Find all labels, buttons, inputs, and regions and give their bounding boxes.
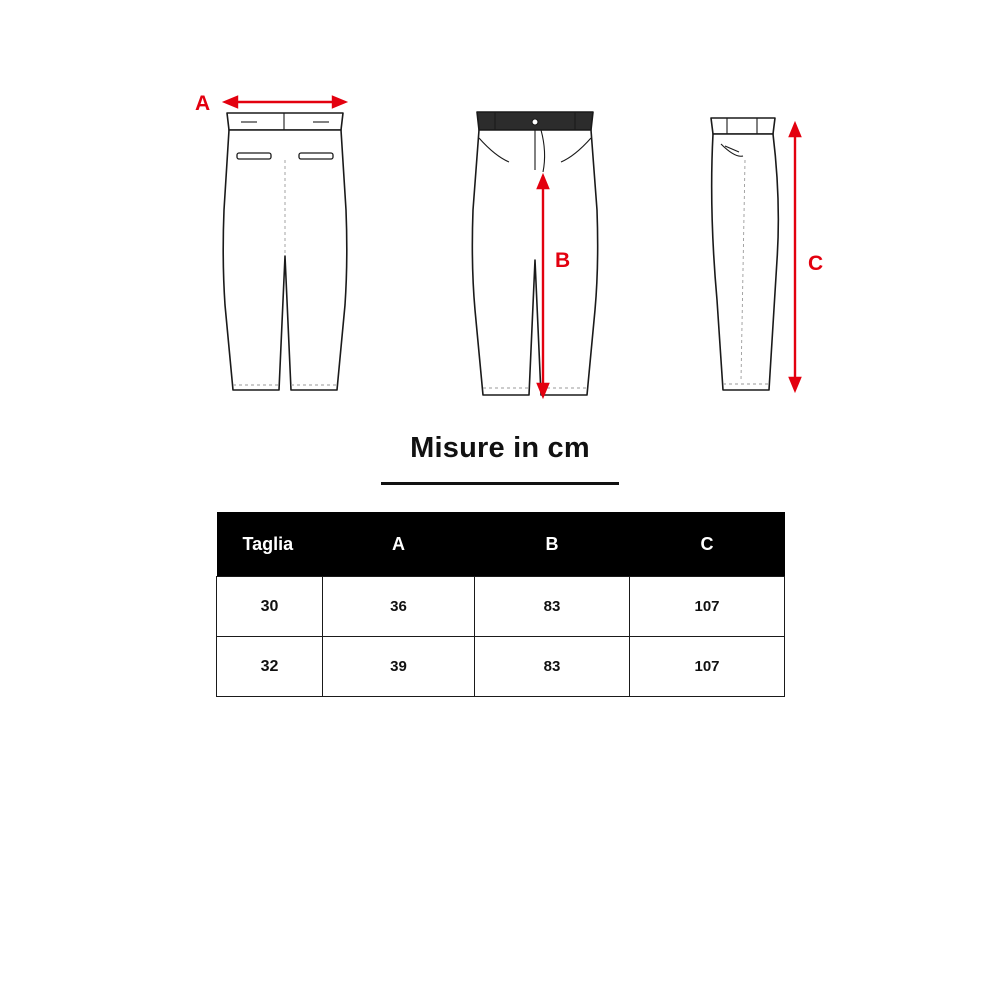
size-table	[216, 512, 785, 697]
title-divider	[381, 482, 619, 485]
marker-b-label: B	[555, 249, 571, 272]
measurement-c-arrow	[790, 124, 800, 390]
marker-c-label: C	[808, 252, 824, 275]
size-table-head	[217, 512, 785, 577]
table-row	[217, 637, 785, 697]
header-size: Taglia	[217, 512, 323, 577]
header-c: C	[630, 512, 785, 577]
table-row	[217, 577, 785, 637]
waistband-shape	[711, 118, 775, 134]
title-block	[0, 432, 1000, 485]
header-b: B	[475, 512, 630, 577]
measurement-a-arrow	[225, 97, 345, 107]
diagram-side-view	[665, 60, 865, 405]
table-header-row	[217, 512, 785, 577]
cell-size: 32	[217, 637, 323, 697]
garment-diagrams	[0, 60, 1000, 420]
header-a: A	[323, 512, 475, 577]
cell-c: 107	[630, 637, 785, 697]
cell-c: 107	[630, 577, 785, 637]
diagram-front-view	[185, 60, 385, 405]
page-title: Misure in cm	[410, 432, 590, 464]
back-pocket-right	[299, 153, 333, 159]
cell-a: 39	[323, 637, 475, 697]
cell-a: 36	[323, 577, 475, 637]
back-pocket-left	[237, 153, 271, 159]
cell-b: 83	[475, 577, 630, 637]
size-table-wrapper	[216, 512, 784, 697]
cell-b: 83	[475, 637, 630, 697]
cell-size: 30	[217, 577, 323, 637]
button-icon	[532, 119, 538, 125]
diagram-back-view	[435, 60, 635, 405]
size-table-body	[217, 577, 785, 697]
marker-a-label: A	[195, 92, 211, 115]
